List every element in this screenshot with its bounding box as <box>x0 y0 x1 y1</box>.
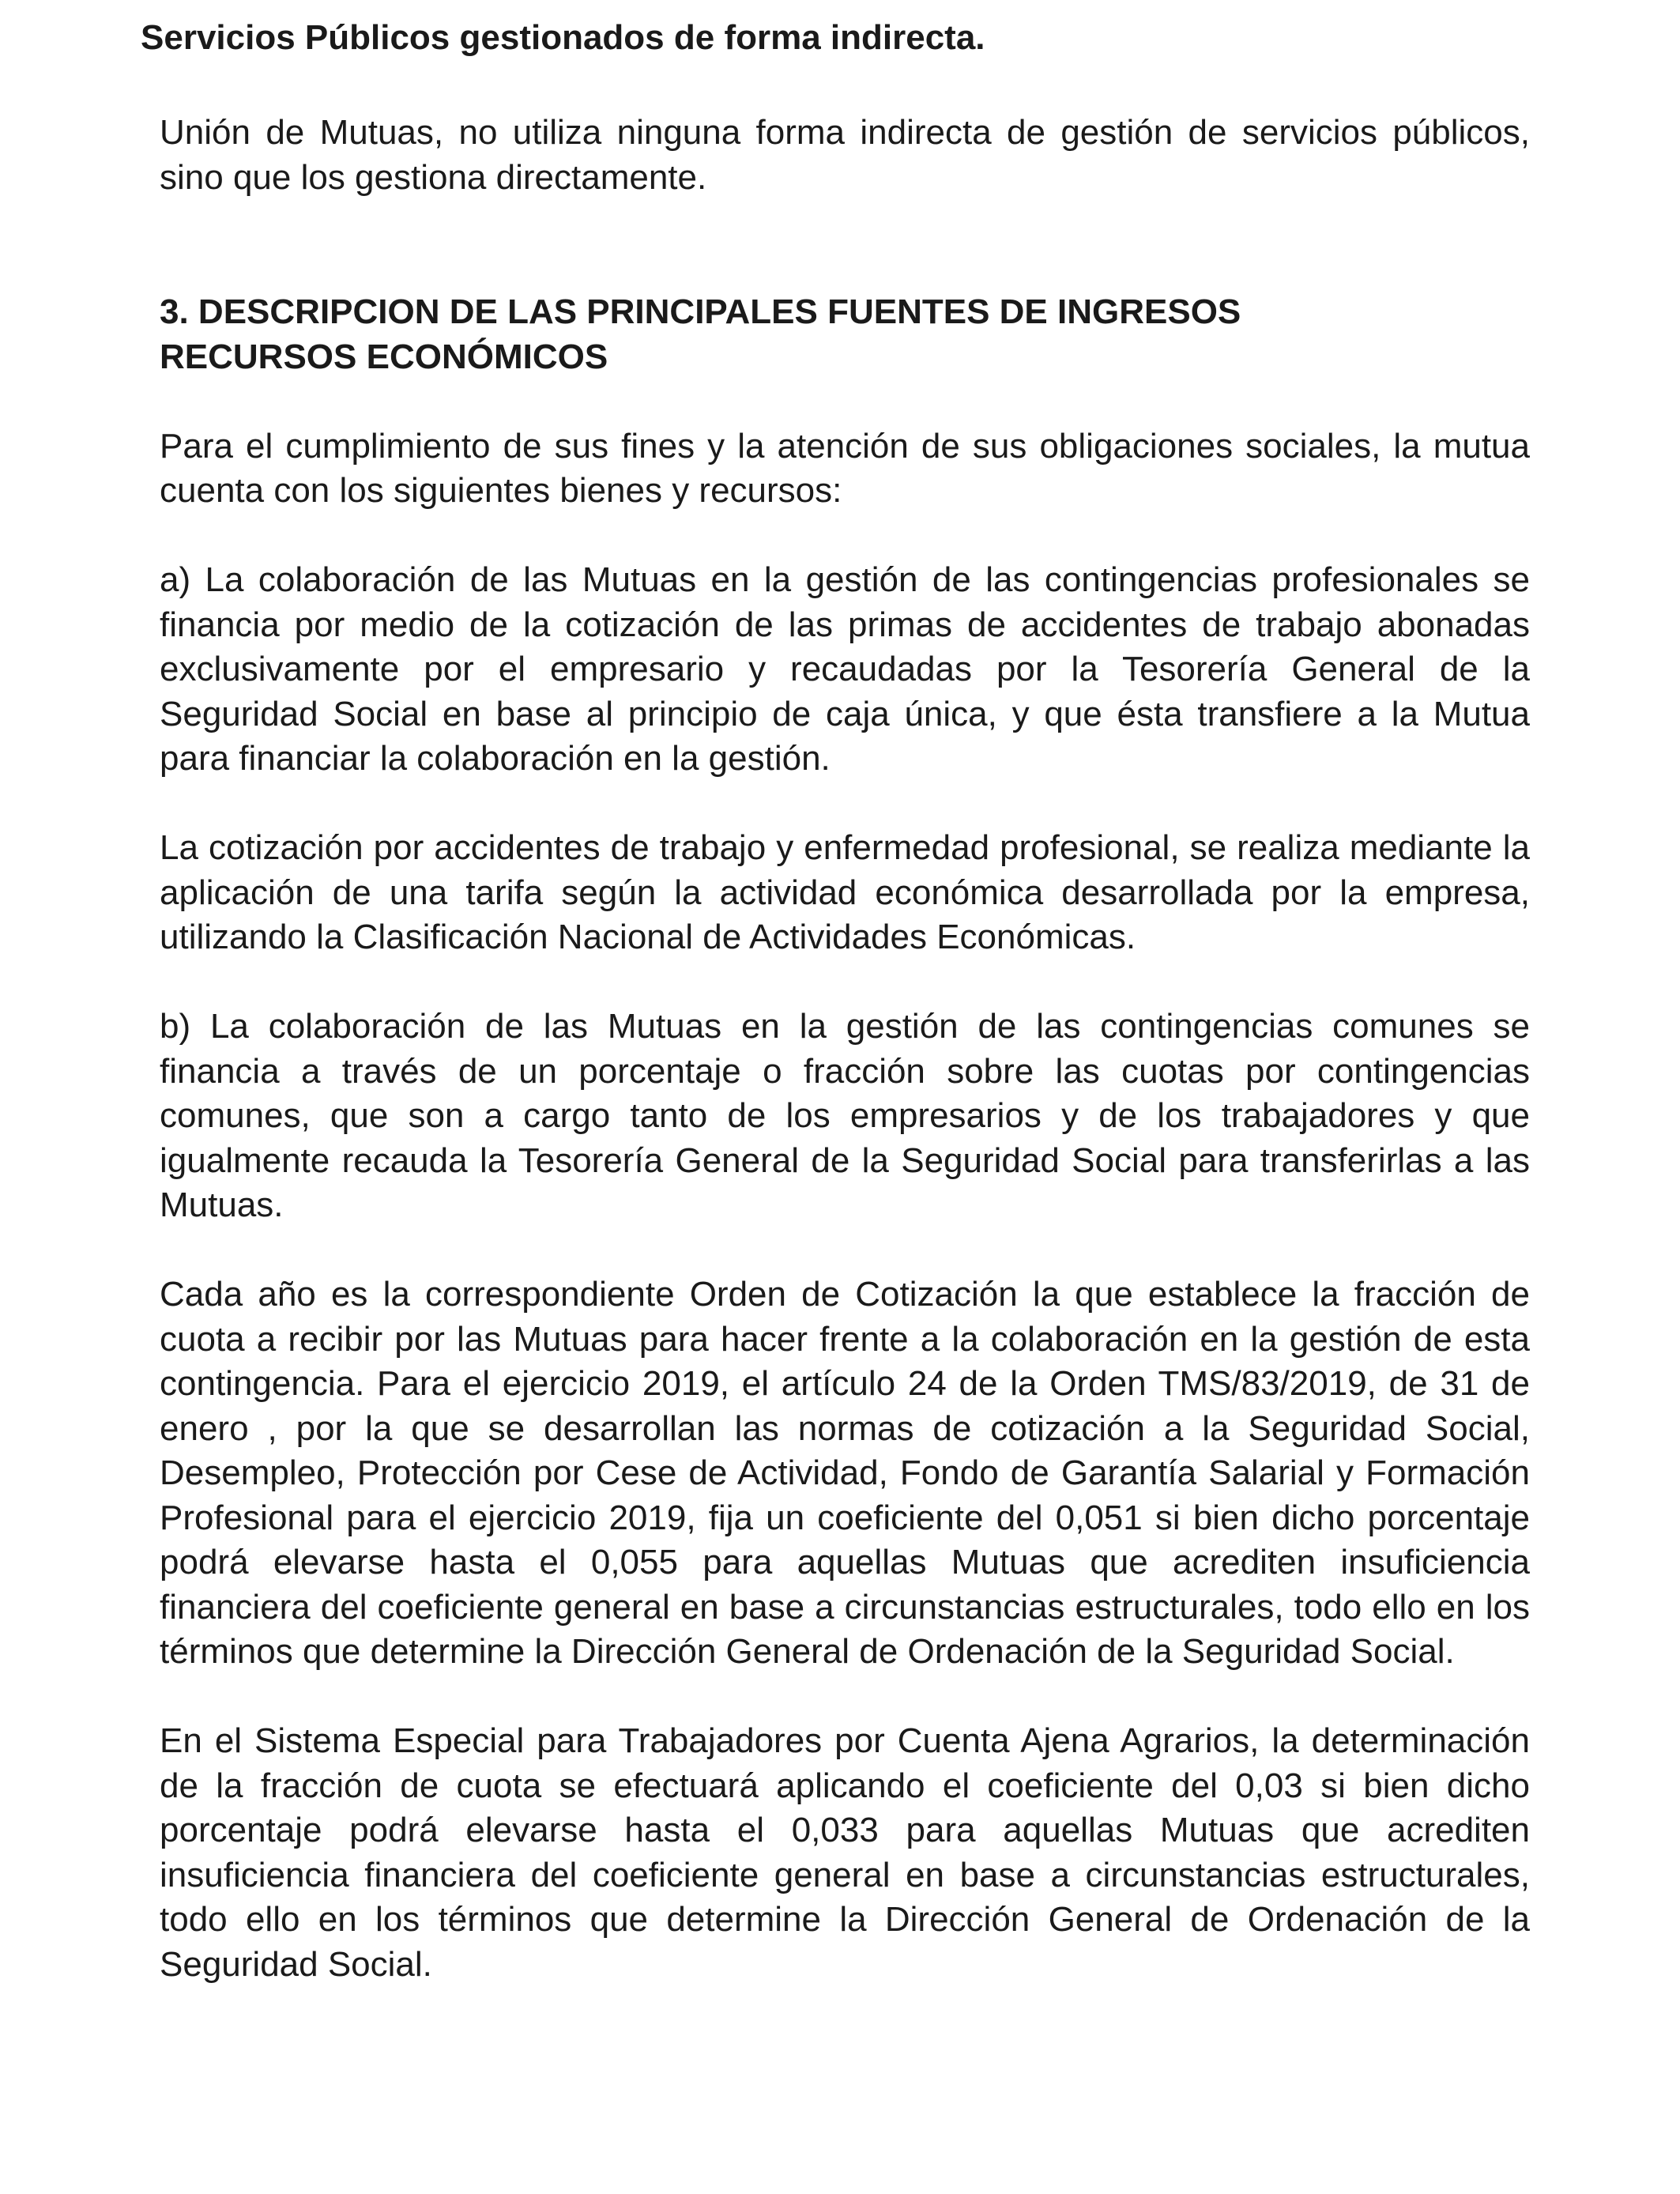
paragraph-resources-intro: Para el cumplimiento de sus fines y la atención de sus obligaciones sociales, la mutua cuenta con los siguientes bienes y recursos: <box>160 426 1530 510</box>
paragraph-contribution-tariff: La cotización por accidentes de trabajo y enfermedad profesional, se realiza mediante la aplicación de una tarifa según la actividad económica desarrollada por la empresa, utilizando la Clasificación Nacional de Actividades Económicas. <box>160 828 1530 956</box>
paragraph-contribution-order-2019: Cada año es la correspondiente Orden de Cotización la que establece la fracción de cuota a recibir por las Mutuas para hacer frente a la colaboración en la gestión de esta contingencia. Para el ejercicio 2019, el artículo 24 de la Orden TMS/83/2019, de 31 de enero , por la que se desarrollan las normas de cotización a la Seguridad Social, Desempleo, Protección por Cese de Actividad, Fondo de Garantía Salarial y Formación Profesional para el ejercicio 2019, fija un coeficiente del 0,051 si bien dicho porcentaje podrá elevarse hasta el 0,055 para aquellas Mutuas que acrediten insuficiencia financiera del coeficiente general en base a circunstancias estructurales, todo ello en los términos que determine la Dirección General de Ordenación de la Seguridad Social. <box>160 1275 1530 1671</box>
paragraph-b-common-contingencies: b) La colaboración de las Mutuas en la gestión de las contingencias comunes se financia a través de un porcentaje o fracción sobre las cuotas por contingencias comunes, que son a cargo tanto de los empresarios y de los trabajadores y que igualmente recauda la Tesorería General de la Seguridad Social para transferirlas a las Mutuas. <box>160 1007 1530 1224</box>
page-heading: Servicios Públicos gestionados de forma indirecta. <box>141 18 985 57</box>
paragraph-a-professional-contingencies: a) La colaboración de las Mutuas en la gestión de las contingencias profesionales se financia por medio de la cotización de las primas de accidentes de trabajo abonadas exclusivamente por el empresario y recaudadas por la Tesorería General de la Seguridad Social en base al principio de caja única, y que ésta transfiere a la Mutua para financiar la colaboración en la gestión. <box>160 560 1530 778</box>
paragraph-agrarian-special-system: En el Sistema Especial para Trabajadores por Cuenta Ajena Agrarios, la determinación de la fracción de cuota se efectuará aplicando el coeficiente del 0,03 si bien dicho porcentaje podrá elevarse hasta el 0,033 para aquellas Mutuas que acrediten insuficiencia financiera del coeficiente general en base a circunstancias estructurales, todo ello en los términos que determine la Dirección General de Ordenación de la Seguridad Social. <box>160 1721 1530 1984</box>
section-title-line-1: 3. DESCRIPCION DE LAS PRINCIPALES FUENTES DE INGRESOS <box>160 292 1241 331</box>
section-title <box>160 290 1530 379</box>
intro-paragraph: Unión de Mutuas, no utiliza ninguna forma indirecta de gestión de servicios públicos, sino que los gestiona directamente. <box>160 113 1530 197</box>
section-title-line-2: RECURSOS ECONÓMICOS <box>160 337 608 376</box>
document-body <box>160 111 1530 2032</box>
